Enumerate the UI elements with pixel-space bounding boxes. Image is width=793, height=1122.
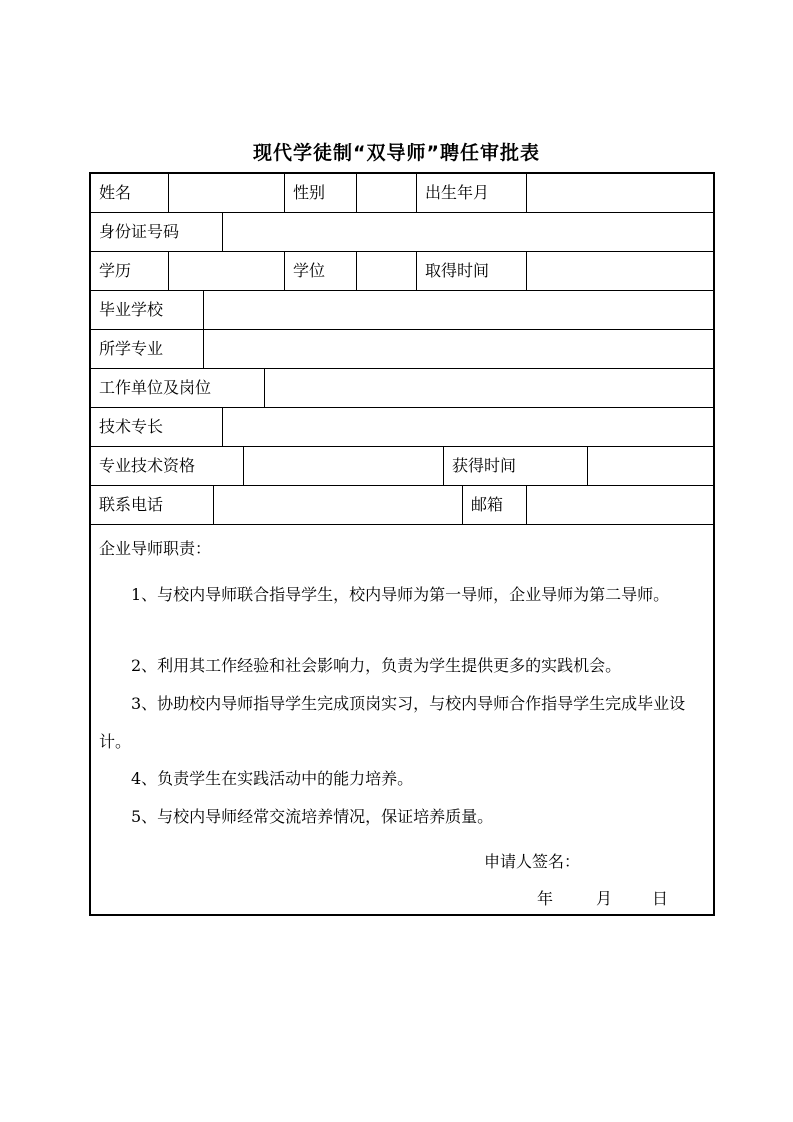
signature-year: 年 xyxy=(537,889,554,908)
row-education xyxy=(91,252,713,291)
id-number-label: 身份证号码 xyxy=(99,222,180,241)
email-input-cell[interactable] xyxy=(527,486,713,524)
work-unit-label: 工作单位及岗位 xyxy=(99,378,212,397)
specialty-input-cell[interactable] xyxy=(223,408,713,446)
graduated-school-input-cell[interactable] xyxy=(204,291,713,329)
education-input-cell[interactable] xyxy=(169,252,285,290)
name-label: 姓名 xyxy=(99,183,132,202)
work-unit-label-cell xyxy=(91,369,265,407)
duty-item-4: 4、负责学生在实践活动中的能力培养。 xyxy=(131,769,414,788)
duties-section xyxy=(91,529,713,914)
major-label-cell xyxy=(91,330,204,368)
obtained-time-input-cell[interactable] xyxy=(527,252,713,290)
phone-label: 联系电话 xyxy=(99,495,164,514)
gender-label-cell xyxy=(285,174,357,212)
gender-label: 性别 xyxy=(293,183,326,202)
name-input-cell[interactable] xyxy=(169,174,285,212)
degree-input-cell[interactable] xyxy=(357,252,417,290)
qualification-label: 专业技术资格 xyxy=(99,456,196,475)
specialty-label: 技术专长 xyxy=(99,417,164,436)
gender-input-cell[interactable] xyxy=(357,174,417,212)
duties-heading: 企业导师职责： xyxy=(99,539,212,558)
row-qualification xyxy=(91,447,713,486)
degree-label: 学位 xyxy=(293,261,326,280)
row-specialty xyxy=(91,408,713,447)
row-contact xyxy=(91,486,713,525)
obtained-time-label: 取得时间 xyxy=(425,261,490,280)
graduated-school-label: 毕业学校 xyxy=(99,300,164,319)
acquired-time-input-cell[interactable] xyxy=(588,447,713,485)
phone-label-cell xyxy=(91,486,214,524)
acquired-time-label: 获得时间 xyxy=(452,456,517,475)
acquired-time-label-cell xyxy=(444,447,588,485)
applicant-signature-label: 申请人签名： xyxy=(484,852,581,871)
row-major xyxy=(91,330,713,369)
row-basic-info xyxy=(91,174,713,213)
major-label: 所学专业 xyxy=(99,339,164,358)
education-label: 学历 xyxy=(99,261,132,280)
id-number-input-cell[interactable] xyxy=(223,213,713,251)
phone-input-cell[interactable] xyxy=(214,486,463,524)
birth-label: 出生年月 xyxy=(425,183,490,202)
duty-item-2: 2、利用其工作经验和社会影响力，负责为学生提供更多的实践机会。 xyxy=(131,656,622,675)
specialty-label-cell xyxy=(91,408,223,446)
signature-month: 月 xyxy=(596,889,613,908)
obtained-time-label-cell xyxy=(417,252,527,290)
form-title: 现代学徒制“双导师”聘任审批表 xyxy=(253,142,540,164)
qualification-input-cell[interactable] xyxy=(244,447,444,485)
signature-day: 日 xyxy=(652,889,669,908)
name-label-cell xyxy=(91,174,169,212)
major-input-cell[interactable] xyxy=(204,330,713,368)
email-label: 邮箱 xyxy=(471,495,504,514)
degree-label-cell xyxy=(285,252,357,290)
qualification-label-cell xyxy=(91,447,244,485)
duty-item-5: 5、与校内导师经常交流培养情况，保证培养质量。 xyxy=(131,807,494,826)
row-work-unit xyxy=(91,369,713,408)
work-unit-input-cell[interactable] xyxy=(265,369,713,407)
duty-item-1: 1、与校内导师联合指导学生，校内导师为第一导师，企业导师为第二导师。 xyxy=(131,585,670,604)
birth-label-cell xyxy=(417,174,527,212)
row-id-number xyxy=(91,213,713,252)
email-label-cell xyxy=(463,486,527,524)
birth-input-cell[interactable] xyxy=(527,174,713,212)
id-number-label-cell xyxy=(91,213,223,251)
graduated-school-label-cell xyxy=(91,291,204,329)
education-label-cell xyxy=(91,252,169,290)
duty-item-3: 3、协助校内导师指导学生完成顶岗实习，与校内导师合作指导学生完成毕业设计。 xyxy=(99,694,686,751)
approval-form xyxy=(89,172,715,916)
row-graduated-school xyxy=(91,291,713,330)
